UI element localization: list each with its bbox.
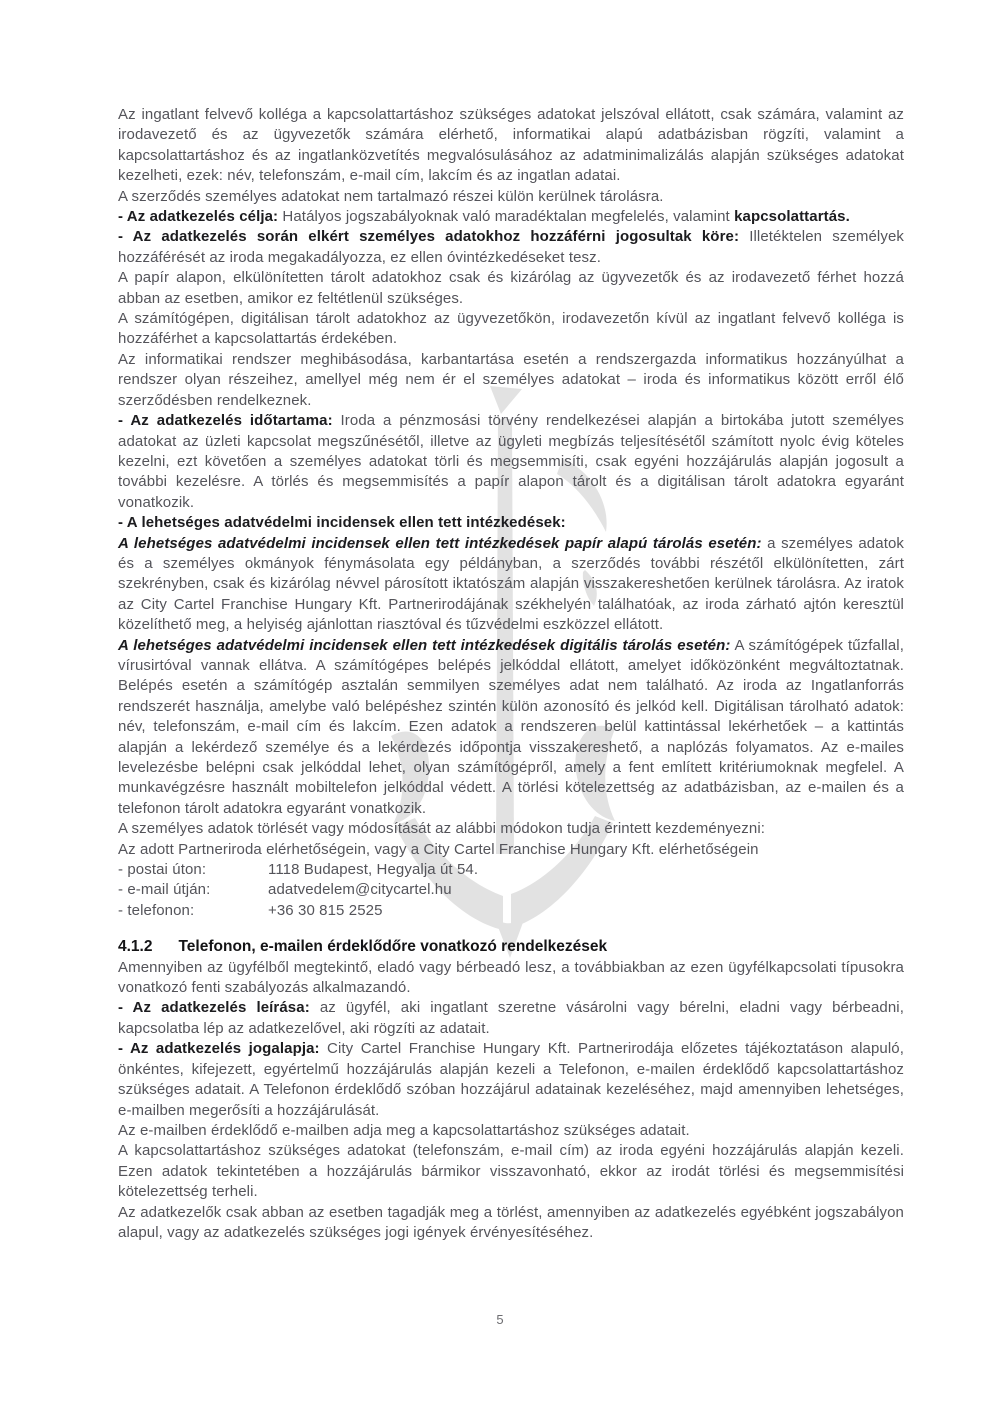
paragraph-text: A kapcsolattartáshoz szükséges adatokat (telefonszám, e-mail cím) az iroda egyéni hozzájárulás alapján kezeli. Ezen adatok tekintetében a hozzájárulás bármikor visszavonható, ekkor az irodát törlési és megsemmisítési kötelezettség terheli. — [118, 1142, 904, 1201]
paragraph-lead-bold: - Az adatkezelés leírása: — [118, 999, 310, 1017]
paragraph-text: City Cartel Franchise Hungary Kft. Partnerirodája előzetes tájékoztatáson alapuló, önkéntes, kifejezett, egyértelmű hozzájárulás alapján kezeli a Telefonon, e-mailen érdeklődő kapcsolattartáshoz szükséges adatait. A Telefonon érdeklődő szóban hozzájárul adatainak kezeléséhez, majd amennyiben lehetséges, e-mailben megerősíti a hozzájárulását. — [118, 1040, 904, 1119]
paragraph — [118, 1203, 904, 1244]
paragraph-text: Illetéktelen személyek hozzáférését az iroda megakadályozza, ez ellen óvintézkedéseket tesz. — [118, 228, 904, 266]
paragraph-text: Amennyiben az ügyfélből megtekintő, eladó vagy bérbeadó lesz, a továbbiakban az ezen ügyfélkapcsolati típusokra vonatkozó fenti szabályozás alkalmazandó. — [118, 958, 904, 997]
section-number: 4.1.2 — [118, 938, 153, 956]
paragraph-text: A szerződés személyes adatokat nem tartalmazó részei külön kerülnek tárolásra. — [118, 187, 664, 205]
paragraph — [118, 819, 904, 839]
paragraph-text: Az ingatlant felvevő kolléga a kapcsolattartáshoz szükséges adatokat jelszóval ellátott, csak számára, valamint az irodavezető és az ügyvezetők számára elérhető, informatikai alapú adatbázisban rögzíti, valamint a kapcsolattartáshoz és az ingatlanközvetítés megvalósulásához az adatminimalizálás alapján szükséges adatokat kezelheti, ezek: név, telefonszám, e-mail cím, lakcím és az ingatlan adatai. — [118, 106, 904, 185]
paragraph-text: Iroda a pénzmosási törvény rendelkezései alapján a birtokába jutott személyes adatokat az üzleti kapcsolat megszűnésétől, illetve az ügyleti megbízás teljesítésétől számított nyolc évig köteles kezelni, ezt követően a személyes adatokat törli és megsemmisíti, csak egyéni hozzájárulás alapján jogosult a további kezelésre. A törlés és megsemmisítés a papír alapon tárolt és a digitálisan tárolt adatokra egyaránt vonatkozik. — [118, 412, 904, 511]
page-number: 5 — [496, 1312, 504, 1327]
paragraph — [118, 1121, 904, 1141]
paragraph-text: A papír alapon, elkülönítetten tárolt adatokhoz csak és kizárólag az ügyvezetők és az irodavezető férhet hozzá abban az esetben, amikor ez feltétlenül szükséges. — [118, 269, 904, 307]
paragraph-lead-bold: - Az adatkezelés során elkért személyes adatokhoz hozzáférni jogosultak köre: — [118, 228, 740, 246]
paragraph — [118, 636, 904, 820]
paragraph — [118, 1141, 904, 1202]
paragraph — [118, 105, 904, 187]
paragraph-lead-bold: - Az adatkezelés jogalapja: — [118, 1040, 320, 1058]
paragraph — [118, 513, 904, 533]
contact-value-postal-address: 1118 Budapest, Hegyalja út 54. — [268, 861, 479, 879]
paragraph — [118, 227, 904, 268]
contact-row-email — [118, 880, 904, 900]
paragraph — [118, 840, 904, 860]
paragraph — [118, 187, 904, 207]
paragraph-tail-bold: kapcsolattartás. — [734, 208, 850, 226]
paragraph-text: Az informatikai rendszer meghibásodása, karbantartása esetén a rendszergazda informatikus hozzányúlhat a rendszer olyan részeihez, amellyel még nem ér el személyes adatokat – iroda és informatikus között erről élő szerződésben rendelkeznek. — [118, 350, 904, 409]
paragraph — [118, 958, 904, 999]
paragraph-text: A számítógépen, digitálisan tárolt adatokhoz az ügyvezetőkön, irodavezetőn kívül az ingatlant felvevő kolléga is hozzáférhet a kapcsolattartás érdekében. — [118, 310, 904, 348]
section-heading-4-1-2 — [118, 937, 904, 957]
paragraph-lead-bold: - Az adatkezelés célja: — [118, 208, 279, 226]
paragraph-text: Hatályos jogszabályoknak való maradéktalan megfelelés, valamint — [278, 208, 735, 226]
paragraph-text: Az e-mailben érdeklődő e-mailben adja meg a kapcsolattartáshoz szükséges adatait. — [118, 1121, 690, 1139]
paragraph — [118, 268, 904, 309]
paragraph — [118, 350, 904, 411]
paragraph-text: Az adott Partneriroda elérhetőségein, vagy a City Cartel Franchise Hungary Kft. elérhetőségein — [118, 840, 759, 858]
contact-label: - postai úton: — [118, 861, 207, 879]
contact-row-phone — [118, 901, 904, 921]
contact-row-postal — [118, 860, 904, 880]
contact-label: - e-mail útján: — [118, 881, 211, 899]
paragraph-text: Az adatkezelők csak abban az esetben tagadják meg a törlést, amennyiben az adatkezelés egyébként jogszabályon alapul, vagy az adatkezelés szükséges jogi igények érvényesítéséhez. — [118, 1203, 904, 1241]
paragraph — [118, 411, 904, 513]
paragraph-text: A számítógépek tűzfallal, vírusirtóval vannak ellátva. A számítógépes belépés jelkóddal ellátott, amelyet időközönként megváltoztatnak. Belépés esetén a számítógép asztalán semmilyen személyes adat nem található. Az iroda az Ingatlanforrás rendszerét használja, amelybe való belépéshez szintén külön azonosító és jelkód kell. Digitálisan tárolható adatok: név, telefonszám, e-mail cím és lakcím. Ezen adatok a rendszeren belül kattintással lekérhetőek – a kattintás alapján a lekérdező személye és a lekérdezés időpontja visszakereshető, a naplózás folyamatos. Az e-mailes levelezésbe belépni csak jelkóddal lehet, olyan számítógépről, amely a fent említett kritériumoknak megfelel. A munkavégzésre használt mobiltelefon jelkóddal védett. A törlési kötelezettség az adatbázisban, az e-mailen és a telefonon tárolt adatokra egyaránt vonatkozik. — [118, 636, 904, 817]
contact-label: - telefonon: — [118, 901, 195, 919]
paragraph — [118, 534, 904, 636]
paragraph — [118, 207, 904, 227]
contact-value-phone-number: +36 30 815 2525 — [268, 901, 383, 919]
section-title: Telefonon, e-mailen érdeklődőre vonatkozó rendelkezések — [178, 938, 608, 956]
paragraph-lead-bold: - A lehetséges adatvédelmi incidensek ellen tett intézkedések: — [118, 514, 566, 532]
paragraph — [118, 998, 904, 1039]
paragraph-text: az ügyfél, aki ingatlant szeretne vásárolni vagy bérelni, eladni vagy bérbeadni, kapcsolatba lép az adatkezelővel, aki rögzíti az adatait. — [118, 999, 905, 1037]
paragraph-lead-bold: - Az adatkezelés időtartama: — [118, 412, 333, 430]
paragraph-lead-bold-italic: A lehetséges adatvédelmi incidensek ellen tett intézkedések digitális tárolás esetén: — [118, 636, 731, 654]
paragraph-text: a személyes adatok és a személyes okmányok fénymásolata egy példányban, a szerződés további részétől elkülönítetten, zárt szekrényben, csak és kizárólag névvel párosított iktatószám alapján visszakereshetően kerülnek tárolásra. Az iratok az City Cartel Franchise Hungary Kft. Partnerirodájának székhelyén találhatóak, az iroda zárható ajtón keresztül közelíthető meg, a helyiség ajánlottan riasztóval és tűzvédelmi eszközzel ellátott. — [118, 534, 904, 634]
paragraph-text: A személyes adatok törlését vagy módosítását az alábbi módokon tudja érintett kezdeményezni: — [118, 820, 766, 838]
contact-value-email-address: adatvedelem@citycartel.hu — [268, 881, 452, 899]
paragraph — [118, 309, 904, 350]
paragraph-lead-bold-italic: A lehetséges adatvédelmi incidensek ellen tett intézkedések papír alapú tárolás esetén: — [118, 534, 762, 552]
document-body — [118, 105, 904, 1243]
paragraph — [118, 1039, 904, 1121]
